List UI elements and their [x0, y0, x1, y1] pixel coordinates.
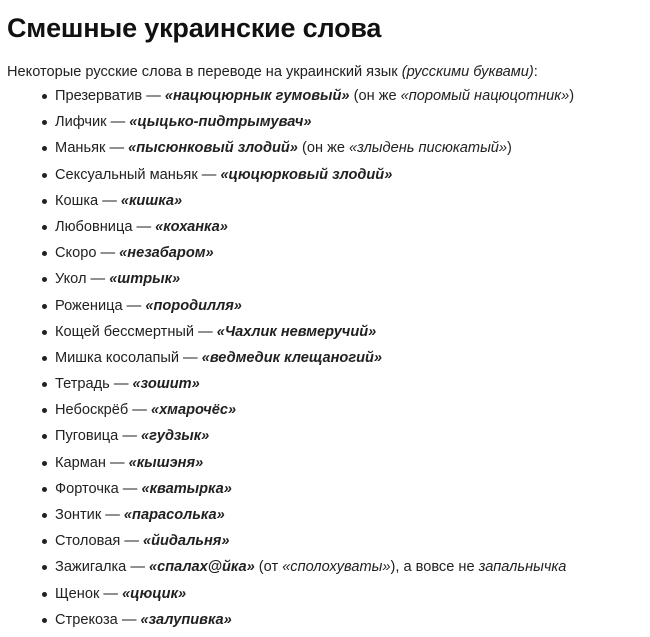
list-item	[7, 401, 650, 427]
list-item	[7, 611, 650, 637]
bullet-icon	[42, 356, 47, 361]
ukrainian-translation: «цыцько-пидтрымувач»	[129, 114, 312, 131]
note-text: )	[507, 140, 512, 157]
dash-separator: —	[142, 88, 165, 104]
russian-word: Пуговица	[55, 428, 119, 445]
bullet-icon	[42, 225, 47, 230]
list-item	[7, 585, 650, 611]
russian-word: Форточка	[55, 480, 119, 497]
list-item	[7, 218, 650, 244]
list-item	[7, 192, 650, 218]
bullet-icon	[42, 277, 47, 282]
russian-word: Стрекоза	[55, 611, 118, 628]
ukrainian-translation: «хмарочёс»	[150, 402, 237, 419]
ukrainian-translation: «Чахлик невмеручий»	[216, 323, 377, 340]
list-item	[7, 375, 650, 401]
ukrainian-translation: «породилля»	[145, 297, 242, 314]
ukrainian-translation: «штрык»	[109, 271, 181, 288]
note-text: (он же	[297, 140, 349, 157]
note-text: ), а вовсе не	[390, 559, 479, 576]
bullet-icon	[42, 120, 47, 125]
bullet-icon	[42, 618, 47, 623]
alternate-translation: «поромый нацюцотник»	[400, 88, 570, 104]
russian-word: Тетрадь	[55, 376, 110, 393]
bullet-icon	[42, 146, 47, 151]
russian-word: Кощей бессмертный	[55, 323, 195, 340]
bullet-icon	[42, 434, 47, 439]
bullet-icon	[42, 94, 47, 99]
ukrainian-translation: «цюцюрковый злодий»	[220, 166, 393, 183]
russian-word: Щенок	[55, 585, 100, 602]
russian-word: Маньяк	[55, 140, 106, 157]
bullet-icon	[42, 487, 47, 492]
dash-separator: —	[118, 428, 141, 445]
ukrainian-translation: «парасолька»	[123, 507, 225, 523]
dash-separator: —	[132, 218, 156, 235]
dash-separator: —	[109, 376, 133, 393]
list-item	[7, 427, 650, 453]
ukrainian-translation: «зошит»	[132, 376, 200, 393]
list-item	[7, 349, 650, 375]
russian-word: Укол	[55, 271, 87, 288]
russian-word: Столовая	[55, 533, 121, 550]
list-item	[7, 166, 650, 192]
bullet-icon	[42, 539, 47, 544]
dash-separator: —	[86, 271, 110, 288]
list-item	[7, 506, 650, 532]
intro-paragraph	[7, 63, 650, 82]
dash-separator: —	[106, 114, 130, 131]
bullet-icon	[42, 565, 47, 570]
russian-word: Кошка	[55, 192, 99, 209]
note-text: (от	[254, 559, 283, 576]
list-item	[7, 558, 650, 584]
list-item	[7, 113, 650, 139]
dash-separator: —	[128, 402, 151, 419]
bullet-icon	[42, 461, 47, 466]
dash-separator: —	[105, 140, 129, 157]
russian-word: Карман	[55, 454, 106, 471]
ukrainian-translation: «коханка»	[155, 218, 228, 235]
ukrainian-translation: «пысюнковый злодий»	[128, 140, 298, 157]
list-item	[7, 87, 650, 113]
bullet-icon	[42, 304, 47, 309]
bullet-icon	[42, 382, 47, 387]
alternate-translation: «злыдень писюкатый»	[349, 140, 508, 157]
page-title: Смешные украинские слова	[7, 13, 382, 43]
note-text: (он же	[349, 88, 401, 104]
dash-separator: —	[122, 297, 146, 314]
list-item	[7, 244, 650, 270]
list-item	[7, 270, 650, 296]
russian-word: Роженица	[55, 297, 123, 314]
russian-word: Сексуальный маньяк	[55, 166, 198, 183]
russian-word: Небоскрёб	[55, 402, 129, 419]
bullet-icon	[42, 251, 47, 256]
list-item	[7, 323, 650, 349]
alternate-translation: «сполохуваты»	[282, 559, 391, 576]
bullet-icon	[42, 408, 47, 413]
bullet-icon	[42, 592, 47, 597]
word-list	[7, 87, 650, 637]
list-item	[7, 139, 650, 165]
ukrainian-translation: «кышэня»	[128, 454, 204, 471]
ukrainian-translation: «кишка»	[120, 192, 183, 209]
list-item	[7, 532, 650, 558]
list-item	[7, 480, 650, 506]
ukrainian-translation: «ведмедик клещаногий»	[201, 349, 383, 366]
list-item	[7, 297, 650, 323]
bullet-icon	[42, 330, 47, 335]
dash-separator: —	[105, 454, 129, 471]
russian-word: Лифчик	[55, 114, 107, 131]
ukrainian-translation: «гудзык»	[141, 428, 210, 445]
bullet-icon	[42, 199, 47, 204]
ukrainian-translation: «цюцик»	[122, 585, 187, 602]
dash-separator: —	[179, 349, 202, 366]
dash-separator: —	[194, 323, 217, 340]
ukrainian-translation: «спалах@йка»	[149, 559, 255, 576]
dash-separator: —	[96, 245, 120, 262]
dash-separator: —	[117, 611, 141, 628]
dash-separator: —	[126, 559, 150, 576]
russian-word: Мишка косолапый	[55, 349, 179, 366]
note-text: )	[569, 88, 575, 104]
ukrainian-translation: «кватырка»	[141, 480, 232, 497]
russian-word: Зонтик	[55, 507, 102, 523]
russian-word: Презерватив	[55, 88, 143, 104]
list-item	[7, 454, 650, 480]
dash-separator: —	[98, 192, 121, 209]
intro-note: (русскими буквами)	[401, 64, 534, 80]
russian-word: Любовница	[55, 218, 133, 235]
intro-colon: :	[533, 64, 538, 80]
intro-text: Некоторые русские слова в переводе на украинский язык	[7, 64, 402, 80]
dash-separator: —	[99, 585, 123, 602]
dash-separator: —	[197, 166, 221, 183]
bullet-icon	[42, 173, 47, 178]
ukrainian-translation: «нацюцюрнык гумовый»	[164, 88, 350, 104]
ukrainian-translation: «йидальня»	[142, 533, 230, 550]
dash-separator: —	[101, 507, 124, 523]
bullet-icon	[42, 513, 47, 518]
ukrainian-translation: «незабаром»	[119, 245, 214, 262]
alternate-translation: запальнычка	[478, 559, 567, 576]
russian-word: Зажигалка	[55, 559, 127, 576]
dash-separator: —	[120, 533, 143, 550]
ukrainian-translation: «залупивка»	[140, 611, 232, 628]
dash-separator: —	[118, 480, 142, 497]
russian-word: Скоро	[55, 245, 97, 262]
